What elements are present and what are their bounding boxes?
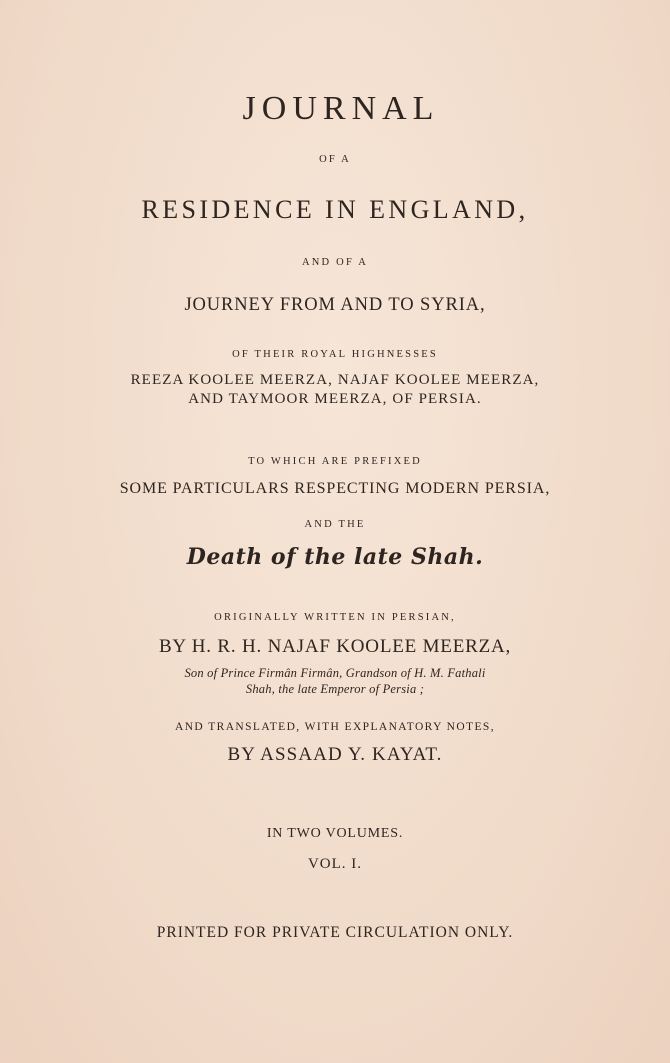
subtitle-of-a: OF A bbox=[319, 154, 351, 165]
translated-line: AND TRANSLATED, WITH EXPLANATORY NOTES, bbox=[175, 721, 495, 733]
highnesses-line: OF THEIR ROYAL HIGHNESSES bbox=[232, 349, 438, 360]
author-description-line-2: Shah, the late Emperor of Persia ; bbox=[245, 682, 425, 696]
author-line: BY H. R. H. NAJAF KOOLEE MEERZA, bbox=[158, 636, 512, 657]
book-title: JOURNAL bbox=[242, 90, 440, 127]
subtitle-journey: JOURNEY FROM AND TO SYRIA, bbox=[184, 295, 486, 315]
names-line-1: REEZA KOOLEE MEERZA, NAJAF KOOLEE MEERZA, bbox=[130, 372, 540, 388]
death-of-shah-line: Death of the late Shah. bbox=[186, 544, 484, 570]
and-the-line: AND THE bbox=[304, 519, 366, 530]
prefixed-line: TO WHICH ARE PREFIXED bbox=[248, 456, 422, 467]
volume-number: VOL. I. bbox=[307, 856, 363, 872]
printed-line: PRINTED FOR PRIVATE CIRCULATION ONLY. bbox=[156, 924, 514, 941]
originally-written-line: ORIGINALLY WRITTEN IN PERSIAN, bbox=[214, 612, 456, 623]
particulars-line: SOME PARTICULARS RESPECTING MODERN PERSIA, bbox=[119, 480, 551, 497]
author-description-line-1: Son of Prince Firmân Firmân, Grandson of H. M. Fathali bbox=[184, 666, 486, 680]
subtitle-and-of-a: AND OF A bbox=[301, 257, 369, 268]
volumes-line: IN TWO VOLUMES. bbox=[266, 826, 404, 841]
subtitle-residence: RESIDENCE IN ENGLAND, bbox=[141, 195, 529, 224]
names-line-2: AND TAYMOOR MEERZA, OF PERSIA. bbox=[188, 391, 482, 407]
translator-line: BY ASSAAD Y. KAYAT. bbox=[227, 744, 443, 765]
